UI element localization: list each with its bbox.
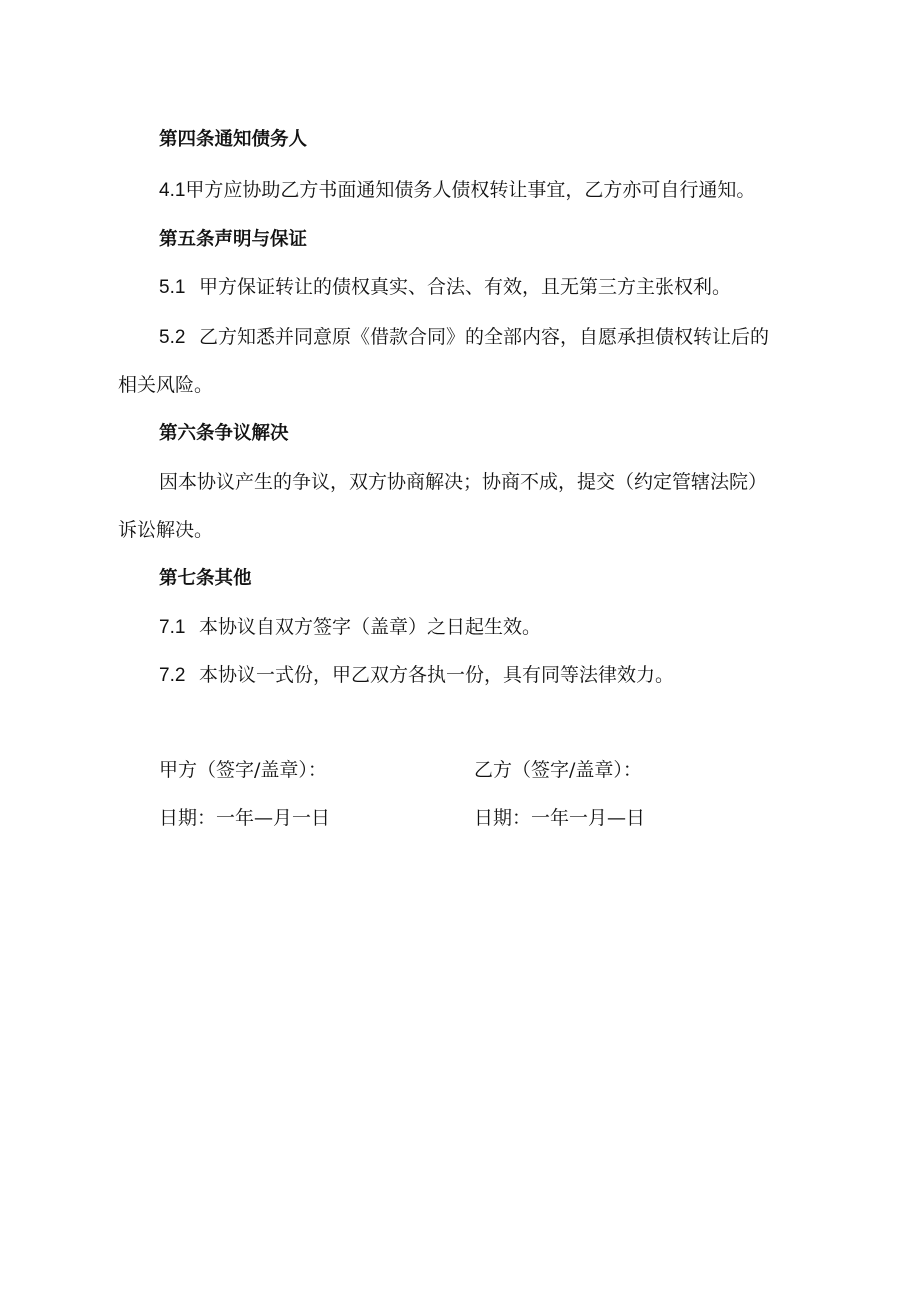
clause-text: 甲方应协助乙方书面通知债务人债权转让事宜，乙方亦可自行通知。 [185,179,756,201]
clause-5-2 [159,325,849,350]
clause-7-2 [159,663,849,688]
party-a-signature-label: 甲方（签字/盖章）： [159,759,327,781]
article-6-body: 因本协议产生的争议，双方协商解决；协商不成，提交（约定管辖法院） [159,471,768,493]
clause-text: 本协议自双方签字（盖章）之日起生效。 [199,616,542,638]
clause-number: 5.2 [159,327,186,348]
article-7-heading: 第七条其他 [159,568,252,589]
party-b-date: 日期：一年一月—日 [474,807,646,829]
clause-5-2-continuation: 相关风险。 [118,374,214,396]
clause-4-1 [159,178,849,203]
clause-number: 7.2 [159,665,186,686]
article-6-heading: 第六条争议解决 [159,423,289,444]
clause-text: 乙方知悉并同意原《借款合同》的全部内容，自愿承担债权转让后的 [199,326,770,348]
article-4-heading: 第四条通知债务人 [159,129,308,150]
clause-7-1 [159,615,849,640]
clause-5-1 [159,275,849,300]
clause-text: 甲方保证转让的债权真实、合法、有效，且无第三方主张权利。 [199,276,732,298]
party-b-signature-label: 乙方（签字/盖章）： [474,759,642,781]
clause-number: 7.1 [159,617,186,638]
party-a-date: 日期：一年—月一日 [159,807,331,829]
article-6-continuation: 诉讼解决。 [118,519,214,541]
article-5-heading: 第五条声明与保证 [159,229,308,250]
clause-text: 本协议一式份，甲乙双方各执一份，具有同等法律效力。 [199,664,675,686]
clause-number: 5.1 [159,277,186,298]
clause-number: 4.1 [159,180,186,201]
